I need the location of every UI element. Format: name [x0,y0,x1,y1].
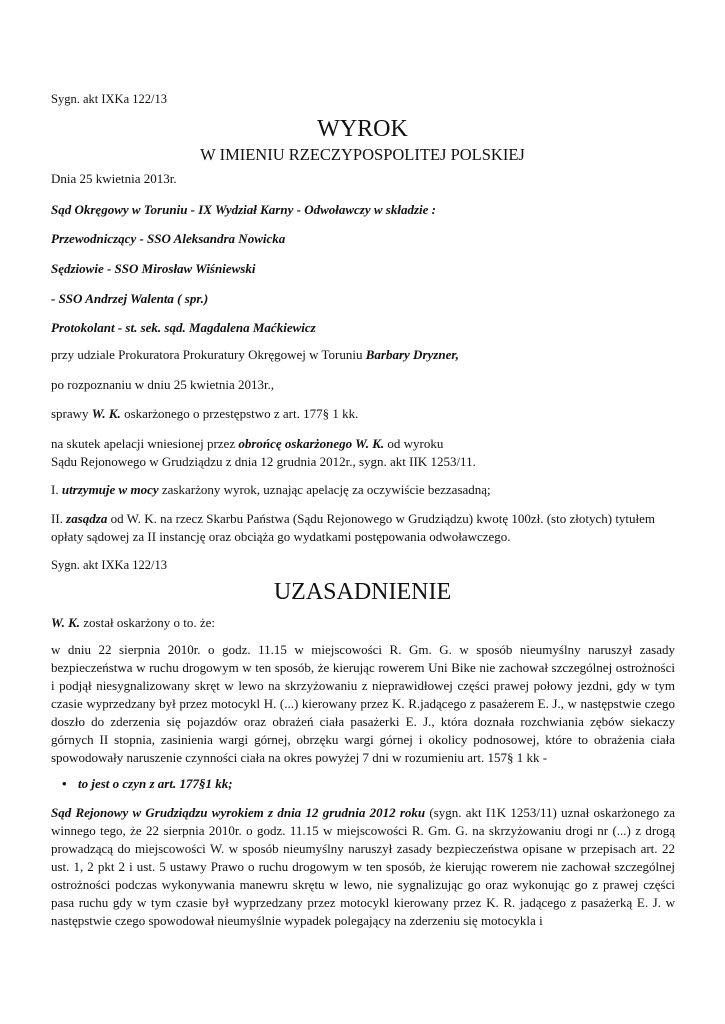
lower-court-judgment [51,804,675,930]
judgment-date: Dnia 25 kwietnia 2013r. [51,171,177,186]
lower-court-bold: Sąd Rejonowy w Grudziądzu wyrokiem z dnia 12 grudnia 2012 roku [51,805,426,820]
judgment-subtitle: W IMIENIU RZECZYPOSPOLITEJ POLSKIEJ [200,145,525,164]
prosecutor-line [51,346,675,364]
appeal-line-2: Sądu Rejonowego w Grudziądzu z dnia 12 grudnia 2012r., sygn. akt IIK 1253/11. [51,454,476,469]
justification-title: UZASADNIENIE [273,579,452,605]
ruling-1-number: I. [51,482,62,497]
prosecutor-name: Barbary Dryzner, [365,347,459,362]
justification-case-reference: Sygn. akt IXKa 122/13 [51,558,167,572]
case-prefix: sprawy [51,406,92,421]
charged-text: został oskarżony o to. że: [80,615,216,630]
judges-line-1: Sędziowie - SSO Mirosław Wiśniewski [51,261,256,276]
case-suffix: oskarżonego o przestępstwo z art. 177§ 1 kk. [120,406,359,421]
prosecutor-text: przy udziale Prokuratora Prokuratury Okręgowej w Toruniu [51,347,366,362]
ruling-1-text: zaskarżony wyrok, uznając apelację za oczywiście bezzasadną; [158,482,491,497]
ruling-1 [51,481,675,499]
appeal-suffix: od wyroku [384,436,444,451]
ruling-2-text: od W. K. na rzecz Skarbu Państwa (Sądu Rejonowego w Grudziądzu) kwotę 100zł. (sto złotych) tytułem opłaty sądowej za II instancję oraz obciąża go wydatkami postępowania odwoławczego. [51,511,656,544]
court-clerk: Protokolant - st. sek. sąd. Magdalena Maćkiewicz [51,320,316,335]
appeal-prefix: na skutek apelacji wniesionej przez [51,436,239,451]
case-reference: Sygn. akt IXKa 122/13 [51,92,167,106]
court-composition: Sąd Okręgowy w Toruniu - IX Wydział Karny - Odwoławczy w składzie : [51,202,436,217]
appeal-line [51,435,675,471]
charge-qualification [62,775,233,793]
appeal-bold: obrońcę oskarżonego W. K. [238,436,385,451]
bullet-icon: • [62,776,67,791]
charged-name: W. K. [51,615,81,630]
ruling-2-bold: zasądza [66,511,108,526]
ruling-2-number: II. [51,511,67,526]
judges-line-2: - SSO Andrzej Walenta ( spr.) [51,291,209,306]
presiding-judge: Przewodniczący - SSO Aleksandra Nowicka [51,231,286,246]
ruling-2 [51,510,675,546]
charged-line [51,614,675,632]
ruling-1-bold: utrzymuje w mocy [61,482,159,497]
charge-facts: w dniu 22 sierpnia 2010r. o godz. 11.15 w miejscowości R. Gm. G. w sposób nieumyślny naruszył zasady bezpieczeństwa w ruchu drogowym w ten sposób, że kierując rowerem Uni Bike nie zachował szczególnej ostrożności i podjął niesygnalizowany skręt w lewo na skrzyżowaniu z nieprawidłowej części prawej połowy jezdni, gdy w tym czasie wyprzedzany był przez motocykl H. (...) kierowany przez K. R.jadącego z pasażerem E. J., w następstwie czego doszło do zderzenia się pojazdów oraz obrażeń ciała pasażerki E. J., która doznała rozchwiania zębów siekaczy górnych II stopnia, zasinienia wargi górnej, obrzęku wargi górnej i okolicy podnosowej, które to obrażenia ciała spowodowały naruszenie czynności ciała na okres powyżej 7 dni w rozumieniu art. 157§ 1 kk - [51,642,675,765]
hearing-line: po rozpoznaniu w dniu 25 kwietnia 2013r., [51,377,275,392]
charge-qualification-text: to jest o czyn z art. 177§1 kk; [78,776,233,791]
judgment-title: WYROK [317,116,408,142]
case-defendant: W. K. [91,406,121,421]
lower-court-text: (sygn. akt I1K 1253/11) uznał oskarżonego za winnego tego, że 22 sierpnia 2010r. o godz. 11.15 w miejscowości R. Gm. G. na skrzyżowaniu drogi nr (...) z drogą prowadzącą do miejscowości W. w sposób nieumyślny naruszył zasady bezpieczeństwa opisane w przepisach art. 22 ust. 1, 2 pkt 2 i ust. 5 ustawy Prawo o ruchu drogowym w ten sposób, że kierując rowerem nie zachował szczególnej ostrożności podczas wykonywania manewru skrętu w lewo, nie sygnalizując go oraz wykonując go z prawej części pasa ruchu gdy w tym czasie był wyprzedzany przez motocykl kierowany przez K. R. jadącego z pasażerką E. J. w następstwie czego spowodował nieumyślnie wypadek polegający na zderzeniu się motocykla i [51,805,675,928]
case-line [51,405,675,423]
